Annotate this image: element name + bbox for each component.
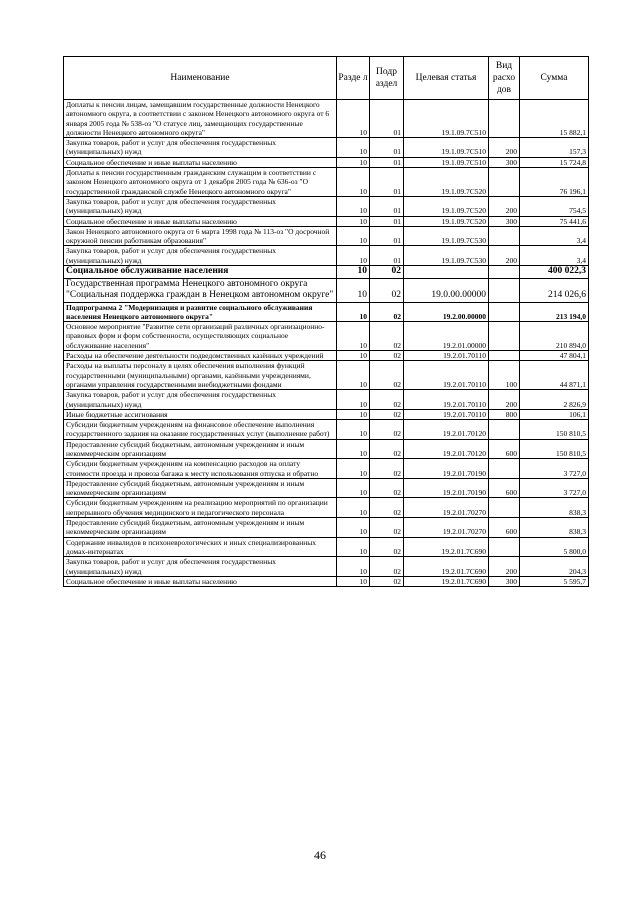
cell-podrazdel: 02: [370, 351, 404, 361]
table-row: [64, 216, 589, 226]
table-header: [64, 57, 589, 100]
header-celevaya-statya: Целевая статья: [404, 57, 489, 100]
table-row: [64, 302, 589, 322]
cell-vid-rashodov: [489, 459, 520, 479]
cell-podrazdel: 02: [370, 420, 404, 440]
cell-name: Основное мероприятие "Развитие сети организаций различных организационно-правовых форм и форм собственности, осуществляющих социальное обслуживание населения": [64, 322, 337, 351]
cell-razdel: 10: [337, 537, 370, 557]
cell-razdel: 10: [337, 557, 370, 577]
cell-celevaya-statya: 19.2.01.70110: [404, 409, 489, 419]
cell-celevaya-statya: 19.2.01.70110: [404, 351, 489, 361]
cell-name: Субсидии бюджетным учреждениям на реализацию мероприятий по организации непрерывного обучения медицинского и педагогического персонала: [64, 498, 337, 518]
cell-summa: 150 810,5: [520, 420, 589, 440]
cell-name: Закупка товаров, работ и услуг для обеспечения государственных (муниципальных) нужд: [64, 390, 337, 410]
cell-name: Содержание инвалидов в психоневрологических и иных специализированных домах-интернатах: [64, 537, 337, 557]
cell-summa: 754,5: [520, 196, 589, 216]
cell-podrazdel: 02: [370, 266, 404, 279]
cell-summa: 150 810,5: [520, 439, 589, 459]
cell-podrazdel: 02: [370, 278, 404, 302]
cell-celevaya-statya: 19.2.01.70190: [404, 478, 489, 498]
cell-summa: 15 724,8: [520, 157, 589, 167]
cell-name: Подпрограмма 2 "Модернизация и развитие социального обслуживания населения Ненецкого автономного округа": [64, 302, 337, 322]
cell-vid-rashodov: 200: [489, 557, 520, 577]
cell-name: Предоставление субсидий бюджетным, автономным учреждениям и иным некоммерческим организациям: [64, 478, 337, 498]
cell-celevaya-statya: 19.1.09.7С520: [404, 196, 489, 216]
cell-summa: 838,3: [520, 518, 589, 538]
page-number: 46: [314, 848, 326, 862]
cell-razdel: 10: [337, 157, 370, 167]
header-podrazdel: Подр аздел: [370, 57, 404, 100]
cell-podrazdel: 01: [370, 138, 404, 158]
cell-vid-rashodov: 200: [489, 246, 520, 266]
table-row: [64, 459, 589, 479]
cell-summa: 15 882,1: [520, 100, 589, 138]
cell-celevaya-statya: 19.2.01.7С690: [404, 576, 489, 586]
cell-name: Иные бюджетные ассигнования: [64, 409, 337, 419]
cell-podrazdel: 02: [370, 390, 404, 410]
cell-summa: 76 196,1: [520, 168, 589, 197]
cell-podrazdel: 02: [370, 439, 404, 459]
cell-summa: 106,1: [520, 409, 589, 419]
cell-podrazdel: 01: [370, 216, 404, 226]
cell-summa: 214 026,6: [520, 278, 589, 302]
cell-summa: 838,3: [520, 498, 589, 518]
cell-vid-rashodov: [489, 322, 520, 351]
table-body: [64, 100, 589, 587]
cell-podrazdel: 02: [370, 322, 404, 351]
cell-celevaya-statya: 19.2.00.00000: [404, 302, 489, 322]
table-row: [64, 196, 589, 216]
header-vid-rashodov: Вид расхо дов: [489, 57, 520, 100]
cell-vid-rashodov: [489, 351, 520, 361]
cell-summa: 5 800,0: [520, 537, 589, 557]
cell-razdel: 10: [337, 459, 370, 479]
table-row: [64, 576, 589, 586]
table-row: [64, 420, 589, 440]
cell-podrazdel: 02: [370, 576, 404, 586]
cell-name: Расходы на обеспечение деятельности подведомственных казённых учреждений: [64, 351, 337, 361]
cell-podrazdel: 02: [370, 518, 404, 538]
cell-celevaya-statya: 19.2.01.7С690: [404, 557, 489, 577]
cell-podrazdel: 01: [370, 246, 404, 266]
cell-vid-rashodov: 600: [489, 518, 520, 538]
cell-vid-rashodov: [489, 100, 520, 138]
cell-name: Расходы на выплаты персоналу в целях обеспечения выполнения функций государственными (муниципальными) органами, казёнными учреждениями, органами управления государственными внебюджетными фондами: [64, 361, 337, 390]
cell-vid-rashodov: [489, 498, 520, 518]
table-row: [64, 138, 589, 158]
cell-vid-rashodov: 600: [489, 478, 520, 498]
table-row: [64, 322, 589, 351]
cell-podrazdel: 02: [370, 478, 404, 498]
cell-summa: 210 894,0: [520, 322, 589, 351]
cell-name: Закупка товаров, работ и услуг для обеспечения государственных (муниципальных) нужд: [64, 557, 337, 577]
cell-podrazdel: 02: [370, 537, 404, 557]
cell-razdel: 10: [337, 409, 370, 419]
cell-podrazdel: 01: [370, 196, 404, 216]
cell-name: Предоставление субсидий бюджетным, автономным учреждениям и иным некоммерческим организациям: [64, 439, 337, 459]
cell-celevaya-statya: 19.1.09.7С520: [404, 216, 489, 226]
table-row: [64, 351, 589, 361]
cell-vid-rashodov: [489, 226, 520, 246]
cell-podrazdel: 02: [370, 459, 404, 479]
cell-celevaya-statya: 19.2.01.70110: [404, 390, 489, 410]
cell-razdel: 10: [337, 390, 370, 410]
cell-name: Субсидии бюджетным учреждениям на компенсацию расходов на оплату стоимости проезда и провоза багажа к месту использования отпуска и обратно: [64, 459, 337, 479]
cell-summa: 3,4: [520, 226, 589, 246]
budget-table: [63, 56, 589, 587]
cell-podrazdel: 01: [370, 100, 404, 138]
cell-vid-rashodov: 600: [489, 439, 520, 459]
cell-vid-rashodov: 300: [489, 157, 520, 167]
table-row: [64, 361, 589, 390]
table-row: [64, 478, 589, 498]
table-row: [64, 278, 589, 302]
cell-podrazdel: 02: [370, 409, 404, 419]
cell-celevaya-statya: 19.1.09.7С510: [404, 138, 489, 158]
cell-razdel: 10: [337, 226, 370, 246]
cell-vid-rashodov: 200: [489, 390, 520, 410]
cell-vid-rashodov: 200: [489, 138, 520, 158]
cell-vid-rashodov: [489, 537, 520, 557]
cell-razdel: 10: [337, 278, 370, 302]
cell-name: Закон Ненецкого автономного округа от 6 марта 1998 года № 113-оз "О досрочной окружной пенсии работникам образования": [64, 226, 337, 246]
cell-vid-rashodov: 300: [489, 216, 520, 226]
cell-summa: 44 871,1: [520, 361, 589, 390]
cell-celevaya-statya: 19.2.01.70110: [404, 361, 489, 390]
cell-podrazdel: 02: [370, 557, 404, 577]
cell-summa: 75 441,6: [520, 216, 589, 226]
table-row: [64, 246, 589, 266]
cell-razdel: 10: [337, 361, 370, 390]
cell-summa: 204,3: [520, 557, 589, 577]
cell-name: Социальное обеспечение и иные выплаты населению: [64, 216, 337, 226]
cell-vid-rashodov: 800: [489, 409, 520, 419]
cell-razdel: 10: [337, 100, 370, 138]
cell-vid-rashodov: [489, 278, 520, 302]
cell-name: Закупка товаров, работ и услуг для обеспечения государственных (муниципальных) нужд: [64, 246, 337, 266]
cell-razdel: 10: [337, 246, 370, 266]
cell-summa: 5 595,7: [520, 576, 589, 586]
cell-summa: 3,4: [520, 246, 589, 266]
cell-name: Закупка товаров, работ и услуг для обеспечения государственных (муниципальных) нужд: [64, 138, 337, 158]
cell-summa: 157,3: [520, 138, 589, 158]
cell-razdel: 10: [337, 322, 370, 351]
cell-vid-rashodov: [489, 168, 520, 197]
cell-summa: 400 022,3: [520, 266, 589, 279]
cell-razdel: 10: [337, 266, 370, 279]
cell-razdel: 10: [337, 196, 370, 216]
cell-vid-rashodov: [489, 266, 520, 279]
table-row: [64, 266, 589, 279]
cell-celevaya-statya: 19.2.01.00000: [404, 322, 489, 351]
cell-razdel: 10: [337, 439, 370, 459]
table-row: [64, 390, 589, 410]
table-row: [64, 157, 589, 167]
cell-vid-rashodov: 300: [489, 576, 520, 586]
cell-name: Предоставление субсидий бюджетным, автономным учреждениям и иным некоммерческим организациям: [64, 518, 337, 538]
cell-celevaya-statya: 19.2.01.70270: [404, 498, 489, 518]
table-row: [64, 498, 589, 518]
header-razdel: Разде л: [337, 57, 370, 100]
header-summa: Сумма: [520, 57, 589, 100]
cell-name: Социальное обслуживание населения: [64, 266, 337, 279]
cell-razdel: 10: [337, 302, 370, 322]
table-row: [64, 226, 589, 246]
cell-summa: 47 804,1: [520, 351, 589, 361]
cell-celevaya-statya: 19.2.01.70120: [404, 439, 489, 459]
cell-summa: 3 727,0: [520, 459, 589, 479]
cell-razdel: 10: [337, 518, 370, 538]
table-row: [64, 439, 589, 459]
cell-celevaya-statya: 19.0.00.00000: [404, 278, 489, 302]
table-row: [64, 537, 589, 557]
cell-summa: 3 727,0: [520, 478, 589, 498]
table-row: [64, 168, 589, 197]
cell-podrazdel: 02: [370, 302, 404, 322]
cell-razdel: 10: [337, 351, 370, 361]
cell-summa: 213 194,0: [520, 302, 589, 322]
cell-razdel: 10: [337, 138, 370, 158]
cell-name: Доплаты к пенсии лицам, замещавшим государственные должности Ненецкого автономного округа, в соответствии с законом Ненецкого автономного округа от 6 января 2005 года № 538-оз "О статусе лиц, замещающих государственные должности Ненецкого автономного округа": [64, 100, 337, 138]
table-row: [64, 409, 589, 419]
cell-razdel: 10: [337, 576, 370, 586]
cell-celevaya-statya: 19.1.09.7С510: [404, 100, 489, 138]
cell-celevaya-statya: 19.1.09.7С510: [404, 157, 489, 167]
cell-celevaya-statya: 19.2.01.70190: [404, 459, 489, 479]
cell-vid-rashodov: 200: [489, 196, 520, 216]
header-name: Наименование: [64, 57, 337, 100]
cell-name: Государственная программа Ненецкого автономного округа "Социальная поддержка граждан в Ненецком автономном округе": [64, 278, 337, 302]
table-row: [64, 557, 589, 577]
cell-podrazdel: 02: [370, 361, 404, 390]
cell-vid-rashodov: [489, 302, 520, 322]
header-row: [64, 57, 589, 100]
cell-celevaya-statya: 19.1.09.7С530: [404, 226, 489, 246]
cell-vid-rashodov: [489, 420, 520, 440]
cell-podrazdel: 01: [370, 157, 404, 167]
cell-podrazdel: 01: [370, 168, 404, 197]
cell-celevaya-statya: [404, 266, 489, 279]
cell-celevaya-statya: 19.2.01.70270: [404, 518, 489, 538]
cell-podrazdel: 01: [370, 226, 404, 246]
cell-name: Доплаты к пенсии государственным гражданским служащим в соответствии с законом Ненецкого автономного округа от 1 декабря 2005 года № 636-оз "О государственной гражданской службе Ненецкого автономного округа": [64, 168, 337, 197]
cell-celevaya-statya: 19.1.09.7С530: [404, 246, 489, 266]
cell-razdel: 10: [337, 216, 370, 226]
cell-name: Социальное обеспечение и иные выплаты населению: [64, 157, 337, 167]
cell-razdel: 10: [337, 498, 370, 518]
table-row: [64, 518, 589, 538]
cell-razdel: 10: [337, 478, 370, 498]
cell-name: Социальное обеспечение и иные выплаты населению: [64, 576, 337, 586]
cell-celevaya-statya: 19.1.09.7С520: [404, 168, 489, 197]
cell-summa: 2 826,9: [520, 390, 589, 410]
cell-celevaya-statya: 19.2.01.7С690: [404, 537, 489, 557]
cell-vid-rashodov: 100: [489, 361, 520, 390]
cell-podrazdel: 02: [370, 498, 404, 518]
cell-razdel: 10: [337, 168, 370, 197]
cell-name: Закупка товаров, работ и услуг для обеспечения государственных (муниципальных) нужд: [64, 196, 337, 216]
table-row: [64, 100, 589, 138]
cell-name: Субсидии бюджетным учреждениям на финансовое обеспечение выполнения государственного задания на оказание государственных услуг (выполнение работ): [64, 420, 337, 440]
cell-razdel: 10: [337, 420, 370, 440]
cell-celevaya-statya: 19.2.01.70120: [404, 420, 489, 440]
